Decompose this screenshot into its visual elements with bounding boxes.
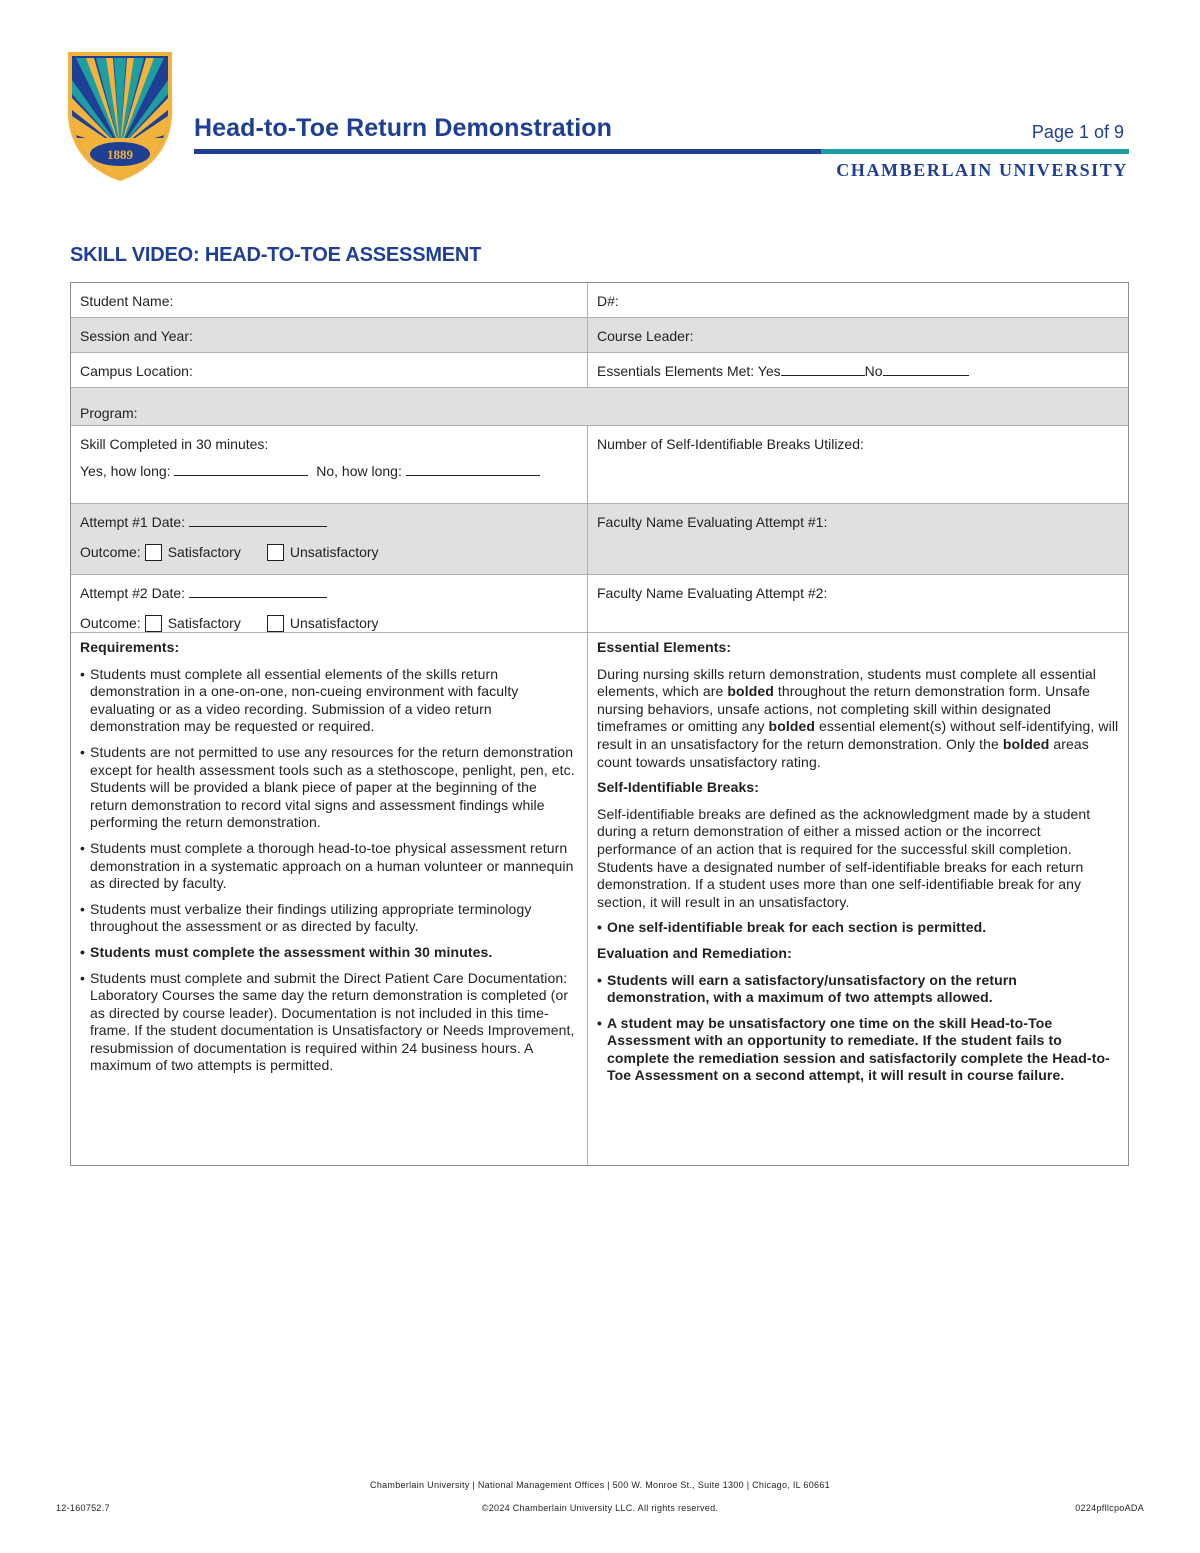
breaks-heading: Self-Identifiable Breaks: [597,779,759,796]
essentials-yes-blank[interactable] [781,363,865,376]
list-item: • A student may be unsatisfactory one time on the skill Head-to-Toe Assessment with an opportunity to remediate. If the student fails to complete the remediation session and satisfactorily complete the Head-to-Toe Assessment on a second attempt, it will result in course failure. [597,1014,1110,1084]
form-row-student [71,283,1128,318]
unsatisfactory-label: Unsatisfactory [289,615,379,631]
page-indicator: Page 1 of 9 [1031,122,1124,142]
list-item: • Students must verbalize their findings utilizing appropriate terminology throughout the assessment or as directed by faculty. [80,900,532,935]
evaluation-form [70,282,1129,1166]
list-item: • Students will earn a satisfactory/unsatisfactory on the return demonstration, with a maximum of two attempts allowed. [597,971,1017,1006]
breaks-text: Self-identifiable breaks are defined as the acknowledgment made by a student during a return demonstration of either a missed action or the incorrect performance of an action that is required for the successful skill completion. Students have a designated number of self-identifiable breaks for each return demonstration. If a student uses more than one self-identifiable break for any section, it will result in an unsatisfactory. [597,805,1091,910]
attempt-2-satisfactory-checkbox[interactable] [145,615,162,632]
satisfactory-label: Satisfactory [167,615,241,631]
id-field[interactable]: D#: [597,293,619,309]
yes-how-long-label: Yes, how long: [80,463,171,479]
form-row-attempt-1 [71,504,1128,575]
essentials-met-field [588,353,1128,387]
attempt-1-date-blank[interactable] [189,514,327,527]
evaluation-heading: Evaluation and Remediation: [597,944,792,961]
outcome-label: Outcome: [80,544,141,560]
document-title: Head-to-Toe Return Demonstration [194,114,613,142]
attempt-2-date-blank[interactable] [189,585,327,598]
attempt-1-date-label: Attempt #1 Date: [80,514,186,530]
form-row-skill [71,426,1128,504]
form-row-session [71,318,1128,353]
session-year-field[interactable]: Session and Year: [71,318,588,352]
header-rule-blue [194,149,821,154]
breaks-utilized-field[interactable]: Number of Self-Identifiable Breaks Utilized: [597,436,864,452]
essentials-no-label: No [864,363,883,379]
list-item: • Students must complete a thorough head-to-toe physical assessment return demonstration in a systematic approach on a human volunteer or mannequin as directed by faculty. [80,839,574,892]
student-name-field[interactable]: Student Name: [71,283,588,317]
skill-completed-cell [71,426,588,503]
no-how-long-label: No, how long: [316,463,402,479]
course-leader-field[interactable]: Course Leader: [597,328,694,344]
form-row-requirements [71,633,1128,1165]
satisfactory-label: Satisfactory [167,544,241,560]
footer-code-left: 12-160752.7 [56,1503,110,1513]
campus-location-field[interactable]: Campus Location: [71,353,588,387]
form-row-program [71,388,1128,426]
header-rule-teal [821,149,1129,154]
skill-completed-label: Skill Completed in 30 minutes: [80,436,269,452]
footer-code-right: 0224pfllcpoADA [1075,1503,1144,1513]
university-wordmark: CHAMBERLAIN UNIVERSITY [836,160,1128,180]
crest-year: 1889 [107,147,133,162]
faculty-1-field[interactable]: Faculty Name Evaluating Attempt #1: [597,514,828,530]
footer-copyright: ©2024 Chamberlain University LLC. All rights reserved. [481,1503,719,1513]
how-long-line [80,462,578,480]
list-item: • One self-identifiable break for each section is permitted. [597,919,987,936]
attempt-2-unsatisfactory-checkbox[interactable] [267,615,284,632]
essential-elements-text: During nursing skills return demonstration, students must complete all essential elements, which are bolded throughout the return demonstration form. Unsafe nursing behaviors, unsafe actions, not completing skill within designated timeframes or omitting any bolded essential element(s) without self-identifying, will result in an unsatisfactory for the return demonstration. Only the bolded areas count towards unsatisfactory rating. [597,665,1119,770]
program-field[interactable]: Program: [80,405,138,421]
attempt-2-outcome [80,614,578,632]
list-item: • Students must complete and submit the Direct Patient Care Documentation: Laboratory Courses the same day the return demonstration is completed (or as directed by course leader). Documentation is not included in this time-frame. If the student documentation is Unsatisfactory or Needs Improvement, resubmission of documentation is required within 24 business hours. A maximum of two attempts is permitted. [80,969,575,1074]
requirements-column [71,633,588,1165]
essentials-no-blank[interactable] [883,363,969,376]
unsatisfactory-label: Unsatisfactory [289,544,379,560]
attempt-1-unsatisfactory-checkbox[interactable] [267,544,284,561]
requirements-heading: Requirements: [80,639,180,655]
essentials-met-label: Essentials Elements Met: Yes [597,363,781,379]
essential-elements-column [588,633,1128,1165]
footer-address: Chamberlain University | National Management Offices | 500 W. Monroe St., Suite 1300 | Chicago, IL 60661 [370,1480,830,1490]
faculty-2-field[interactable]: Faculty Name Evaluating Attempt #2: [597,585,828,601]
list-item: • Students must complete all essential elements of the skills return demonstration in a one-on-one, non-cueing environment with faculty evaluating or as a video recording. Submission of a video return demonstration may be requested or required. [80,665,519,735]
attempt-2-cell [71,575,588,632]
outcome-label: Outcome: [80,615,141,631]
attempt-2-date-label: Attempt #2 Date: [80,585,186,601]
attempt-1-satisfactory-checkbox[interactable] [145,544,162,561]
section-title: SKILL VIDEO: HEAD-TO-TOE ASSESSMENT [70,244,482,266]
no-how-long-blank[interactable] [406,463,540,476]
essential-elements-heading: Essential Elements: [597,639,732,655]
attempt-1-outcome [80,543,578,561]
form-row-attempt-2 [71,575,1128,633]
form-row-campus [71,353,1128,388]
yes-how-long-blank[interactable] [174,463,308,476]
chamberlain-crest-logo [66,50,174,182]
list-item: • Students are not permitted to use any resources for the return demonstration except for health assessment tools such as a stethoscope, penlight, pen, etc. Students will be provided a blank piece of paper at the beginning of the return demonstration to record vital signs and assessment findings while performing the return demonstration. [80,743,575,831]
attempt-1-cell [71,504,588,574]
list-item: • Students must complete the assessment within 30 minutes. [80,943,493,960]
